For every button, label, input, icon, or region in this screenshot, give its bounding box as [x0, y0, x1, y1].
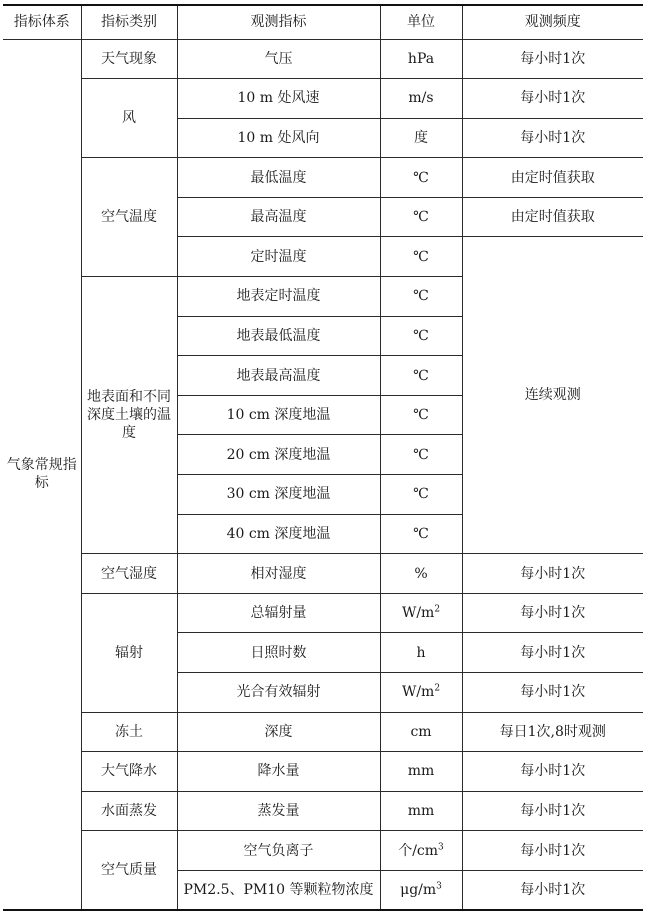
indicator-cell: 深度 [177, 712, 380, 752]
indicator-cell: 地表最高温度 [177, 356, 380, 396]
indicator-cell: 20 cm 深度地温 [177, 435, 380, 475]
category-cell: 冻土 [81, 712, 177, 752]
unit-cell: 度 [380, 118, 462, 158]
frequency-cell: 每小时1次 [462, 593, 643, 633]
unit-cell: ℃ [380, 475, 462, 515]
indicator-cell: 总辐射量 [177, 593, 380, 633]
indicator-cell: 40 cm 深度地温 [177, 514, 380, 554]
unit-cell [380, 831, 462, 871]
unit-superscript: 2 [434, 604, 441, 615]
unit-cell: ℃ [380, 316, 462, 356]
table-row [3, 158, 643, 198]
indicator-cell: 10 m 处风速 [177, 79, 380, 119]
table-row [3, 79, 643, 119]
indicator-cell: 最低温度 [177, 158, 380, 198]
header-frequency: 观测频度 [462, 5, 643, 39]
frequency-cell-merged: 连续观测 [462, 237, 643, 554]
table-row [3, 712, 643, 752]
indicator-cell: 最高温度 [177, 197, 380, 237]
frequency-cell: 每小时1次 [462, 831, 643, 871]
indicator-cell: PM2.5、PM10 等颗粒物浓度 [177, 870, 380, 910]
unit-superscript: 3 [436, 881, 442, 892]
indicator-cell: 气压 [177, 39, 380, 79]
indicator-cell: 30 cm 深度地温 [177, 475, 380, 515]
header-row [3, 5, 643, 39]
unit-cell: ℃ [380, 514, 462, 554]
unit-cell: ℃ [380, 158, 462, 198]
frequency-cell: 由定时值获取 [462, 158, 643, 198]
indicator-cell: 日照时数 [177, 633, 380, 673]
category-cell: 空气质量 [81, 831, 177, 910]
unit-cell: ℃ [380, 395, 462, 435]
unit-cell [380, 673, 462, 713]
unit-cell: % [380, 554, 462, 594]
indicator-cell: 地表定时温度 [177, 277, 380, 317]
unit-cell: mm [380, 791, 462, 831]
category-cell: 地表面和不同深度土壤的温度 [81, 277, 177, 554]
frequency-cell: 每小时1次 [462, 752, 643, 792]
indicator-table [3, 4, 643, 911]
unit-cell: h [380, 633, 462, 673]
unit-base: 个/cm [398, 842, 439, 859]
unit-cell: ℃ [380, 277, 462, 317]
indicator-cell: 蒸发量 [177, 791, 380, 831]
indicator-cell: 地表最低温度 [177, 316, 380, 356]
unit-cell: ℃ [380, 197, 462, 237]
header-unit: 单位 [380, 5, 462, 39]
unit-base: W/m [401, 605, 435, 622]
table-row [3, 39, 643, 79]
frequency-cell: 每小时1次 [462, 554, 643, 594]
table-row [3, 752, 643, 792]
indicator-cell: 10 m 处风向 [177, 118, 380, 158]
frequency-cell: 每小时1次 [462, 791, 643, 831]
category-cell: 水面蒸发 [81, 791, 177, 831]
header-system: 指标体系 [3, 5, 81, 39]
category-cell: 天气现象 [81, 39, 177, 79]
unit-base: μg/m [400, 882, 437, 899]
unit-superscript: 3 [438, 842, 444, 853]
indicator-cell: 降水量 [177, 752, 380, 792]
category-cell: 空气温度 [81, 158, 177, 277]
unit-cell [380, 593, 462, 633]
unit-cell: ℃ [380, 435, 462, 475]
frequency-cell: 每小时1次 [462, 633, 643, 673]
unit-cell: ℃ [380, 356, 462, 396]
unit-cell [380, 870, 462, 910]
unit-cell: ℃ [380, 237, 462, 277]
frequency-cell: 每小时1次 [462, 673, 643, 713]
category-cell: 辐射 [81, 593, 177, 712]
category-cell: 风 [81, 79, 177, 158]
frequency-cell: 每小时1次 [462, 79, 643, 119]
category-cell: 大气降水 [81, 752, 177, 792]
header-category: 指标类别 [81, 5, 177, 39]
frequency-cell: 每小时1次 [462, 39, 643, 79]
frequency-cell: 每日1次,8时观测 [462, 712, 643, 752]
indicator-cell: 空气负离子 [177, 831, 380, 871]
unit-superscript: 2 [434, 683, 441, 694]
frequency-cell: 每小时1次 [462, 870, 643, 910]
frequency-cell: 由定时值获取 [462, 197, 643, 237]
unit-cell: m/s [380, 79, 462, 119]
indicator-cell: 光合有效辐射 [177, 673, 380, 713]
table-row [3, 554, 643, 594]
table-row [3, 791, 643, 831]
unit-cell: hPa [380, 39, 462, 79]
system-cell: 气象常规指标 [3, 39, 81, 910]
unit-base: W/m [401, 684, 435, 701]
unit-cell: cm [380, 712, 462, 752]
indicator-cell: 定时温度 [177, 237, 380, 277]
header-indicator: 观测指标 [177, 5, 380, 39]
indicator-cell: 相对湿度 [177, 554, 380, 594]
unit-cell: mm [380, 752, 462, 792]
frequency-cell: 每小时1次 [462, 118, 643, 158]
indicator-cell: 10 cm 深度地温 [177, 395, 380, 435]
table-row [3, 831, 643, 871]
table-row [3, 593, 643, 633]
category-cell: 空气湿度 [81, 554, 177, 594]
